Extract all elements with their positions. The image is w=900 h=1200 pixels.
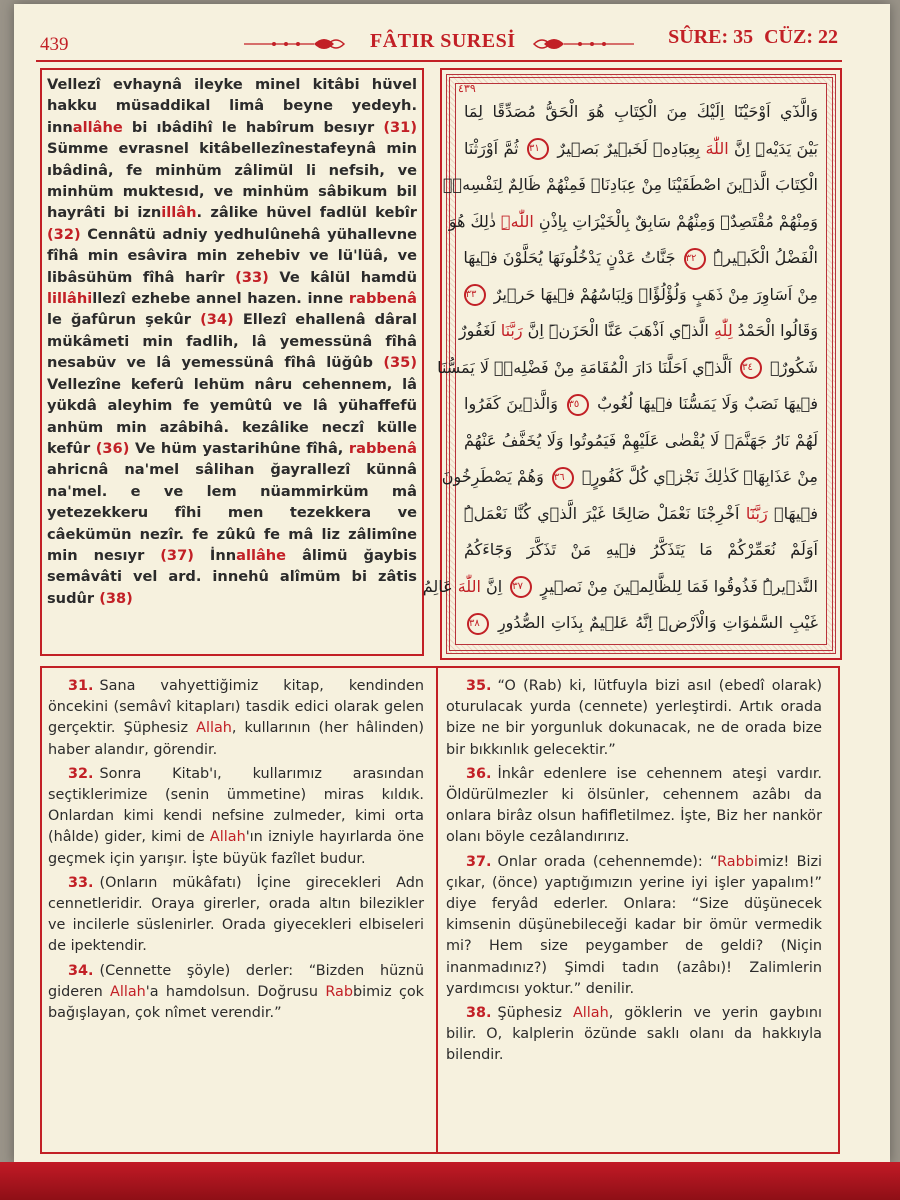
translation-text: (Cennette şöyle) derler: “Bizden hüznü gideren: [48, 962, 424, 1000]
transliteration-text: le ğafûrun şekûr: [47, 311, 201, 329]
ayah-marker: ٣٧: [510, 576, 532, 598]
page-header: [14, 4, 890, 64]
arabic-text: بَيْنَ يَدَيْهِۜ اِنَّ: [728, 138, 819, 158]
arabic-line: [464, 532, 818, 569]
translation-text: , göklerin ve yerin gaybını bilir. O, kalplerin özünde saklı olanı da hakkıyla bilendir.: [446, 1005, 822, 1064]
arabic-decorative-border: [422, 74, 836, 654]
header-rule: [36, 60, 842, 62]
arabic-text: بِعِبَادِه۪ لَخَب۪يرٌ بَص۪يرٌ: [551, 138, 706, 158]
divine-name-highlight: اللّٰهَ: [705, 138, 729, 158]
translation-text: İnkâr edenlere ise cehennem ateşi vardır. Öldürülmezler ki ölsünler, cehennem azâbı da onlara birâz olsun hafifletilmez. İşte, Biz her nankör olanı böyle cezâlandırırız.: [446, 765, 822, 846]
arabic-text: الْكِتَابَ الَّذ۪ينَ اصْطَفَيْنَا مِنْ عِبَادِنَاۚ فَمِنْهُمْ ظَالِمٌ لِنَفْسِه۪ۚ: [442, 175, 818, 194]
arabic-page-marker: ٤٣٩: [458, 83, 476, 95]
transliteration-text: İnn: [193, 546, 237, 564]
ayah-marker: ٣٢: [684, 248, 706, 270]
arabic-text: وَقَالُوا الْحَمْدُ: [732, 321, 818, 340]
arabic-text: النَّذ۪يرُۜ فَذُوقُوا فَمَا لِلظَّالِم۪ينَ مِنْ نَص۪يرٍ: [535, 576, 818, 596]
arabic-line: [464, 277, 818, 314]
sure-cuz-label: [662, 26, 838, 49]
divine-name-highlight: rabbenâ: [348, 439, 417, 457]
arabic-line: [464, 496, 818, 533]
transliteration-box: [40, 68, 424, 656]
transliteration-text: Cennâtü adniy yedhulûnehâ yühallevne fîhâ min esâvira min zehebiv ve lü'lüâ, ve libâsühüm fîhâ harîr: [47, 225, 417, 286]
verse-number: (37): [160, 546, 194, 564]
arabic-line: [448, 204, 818, 241]
arabic-text: اَخْرِجْنَا نَعْمَلْ صَالِحًا غَيْرَ الَّذ۪ي كُنَّا نَعْمَلُۜ: [464, 503, 746, 523]
translation-column-left: [48, 676, 424, 1027]
verse-number: (34): [200, 311, 234, 329]
translation-text: Sonra Kitab'ı, kullarımız arasından seçtiklerimize (senin ümmetine) miras kıldık. Onlardan kimi kendi nefsine zulmeder, kimi orta (hâlde) gider, kimi de: [48, 765, 424, 846]
divine-name-highlight: Allah: [209, 829, 246, 846]
header-ornament-left: [244, 34, 344, 54]
translation-text: Şüphesiz: [497, 1005, 573, 1022]
verse-number: (35): [383, 354, 417, 372]
transliteration-text: ahricnâ na'mel sâlihan ğayrallezî künnâ na'mel. e ve lem nüammirküm mâ yetezekkeru fîhi men tezekkera ve câekümün nezîr. fe zûkû fe mâ liz zâlimîne min nesıyr: [47, 461, 417, 564]
verse-number: 34.: [68, 962, 94, 979]
arabic-text: غَيْبِ السَّمٰوَاتِ وَالْاَرْضِۜ اِنَّهُ عَل۪يمٌ بِذَاتِ الصُّدُورِ: [492, 613, 818, 632]
translation-text: (Onların mükâfatı) İçine girecekleri Adn cennetleridir. Oraya girerler, orada altın bilezikler ve incilerle süslenirler. Orada giyecekleri elbiseleri de ipektendir.: [48, 874, 424, 955]
divine-name-highlight: illâh: [161, 204, 197, 222]
verse-number: (31): [383, 118, 417, 136]
arabic-text: الَّذ۪ٓي اَذْهَبَ عَنَّا الْحَزَنَۜ اِنَّ: [522, 321, 714, 340]
ayah-marker: ٣٣: [464, 284, 486, 306]
arabic-line: [442, 167, 818, 204]
transliteration-text: Sümme evrasnel kitâbellezînestafeynâ min ıbâdinâ, fe minhüm zâlimül li nefsih, ve minhüm muktesıd, ve minhüm sâbikum bil hayrâti bi izn: [47, 140, 417, 222]
arabic-text: لَهُمْ نَارُ جَهَنَّمَۚ لَا يُقْضٰى عَلَيْهِمْ فَيَمُوتُوا وَلَا يُخَفَّفُ عَنْهُمْ: [464, 430, 818, 450]
header-ornament-right: [534, 34, 634, 54]
arabic-text-area: [422, 83, 827, 645]
red-page-edge: [0, 1162, 900, 1200]
divine-name-highlight: allâhe: [72, 118, 123, 136]
translation-text: Sana vahyettiğimiz kitap, kendinden öncekini (semâvî kitapları) tasdik edici olarak gelen gerçektir. Şüphesiz: [48, 678, 424, 737]
divine-name-highlight: رَبَّنَٓا: [745, 503, 768, 523]
divine-name-highlight: Rabbi: [717, 853, 758, 870]
cuz-label: CÜZ: 22: [764, 26, 838, 48]
arabic-line: [464, 240, 818, 277]
verse-number: (38): [99, 589, 133, 607]
ayah-marker: ٣٦: [552, 467, 574, 489]
sure-label: SÛRE: 35: [668, 26, 754, 48]
verse-number: 35.: [466, 678, 492, 694]
translation-verse: [446, 764, 822, 849]
transliteration-text: bi ıbâdihî le habîrum besıyr: [122, 118, 384, 136]
verse-number: 38.: [466, 1005, 492, 1022]
verse-number: 33.: [68, 874, 94, 891]
divine-name-highlight: رَبَّنَا: [500, 321, 523, 340]
arabic-line: [464, 386, 818, 423]
arabic-text: اَلَّذ۪ٓي اَحَلَّنَا دَارَ الْمُقَامَةِ مِنْ فَضْلِه۪ۚ لَا يَمَسُّنَا: [437, 357, 738, 377]
book-page: [14, 4, 890, 1164]
arabic-line: [441, 459, 818, 496]
translation-verse: [446, 852, 822, 1000]
translation-verse: [48, 873, 424, 958]
divine-name-highlight: rabbenâ: [348, 290, 417, 308]
divine-name-highlight: اللّٰهَ: [457, 576, 481, 596]
ayah-marker: ٣٤: [740, 357, 762, 379]
translation-text: 'a hamdolsun. Doğrusu: [145, 983, 326, 1000]
verse-number: 37.: [466, 853, 492, 870]
arabic-text: اَوَلَمْ نُعَمِّرْكُمْ مَا يَتَذَكَّرُ ف۪يهِ مَنْ تَذَكَّرَ وَجَٓاءَكُمُ: [464, 540, 818, 559]
arabic-line: [464, 605, 818, 642]
arabic-line: [464, 131, 818, 168]
ayah-marker: ٣١: [527, 138, 549, 160]
translation-verse: [446, 676, 822, 761]
verse-number: 32.: [68, 765, 94, 782]
surah-title: FÂTIR SURESİ: [370, 30, 516, 52]
ayah-marker: ٣٥: [567, 394, 589, 416]
verse-number: 36.: [466, 765, 492, 782]
arabic-line: [464, 94, 818, 131]
divine-name-highlight: allâhe: [236, 546, 287, 564]
translation-box: [40, 666, 840, 1154]
transliteration-text: Ve hüm yastarihûne fîhâ,: [129, 439, 349, 457]
divine-name-highlight: Allah: [572, 1005, 609, 1022]
divine-name-highlight: Allah: [196, 720, 232, 737]
verse-number: 31.: [68, 678, 94, 694]
divine-name-highlight: Allah: [110, 983, 146, 1000]
arabic-text: ثُمَّ اَوْرَثْنَا: [464, 138, 524, 158]
translation-text: , kullarının (her hâlinden) haber alandır, görendir.: [48, 720, 425, 758]
transliteration-text: Ve kâlül hamdü: [268, 268, 417, 286]
divine-name-highlight: لِلّٰهِ: [713, 321, 733, 340]
translation-text: miz! Bizi çıkar, (önce) yaptığımızın yerine iyi işler yapalım!” diye feryâd ederler. Onlara: “Size düşünecek kimsenin düşünebileceği kadar bir ömür vermedik mi? Hem size peygamber de geldi? (Niçin inanmadınız?) Şimdi tadın (azâbı)! Zalimlerin yardımcısı yoktur.” denilir.: [446, 853, 823, 997]
arabic-text: الْفَضْلُ الْكَب۪يرُۜ: [708, 248, 818, 267]
arabic-text: مِنْ عَذَابِهَاۜ كَذٰلِكَ نَجْز۪ي كُلَّ كَفُورٍۚ: [576, 467, 818, 486]
translation-text: Onlar orada (cehennemde): “: [497, 853, 718, 870]
verse-number: (33): [235, 268, 269, 286]
verse-number: (32): [47, 225, 81, 243]
arabic-text: مِنْ اَسَاوِرَ مِنْ ذَهَبٍ وَلُؤْلُؤًاۚ وَلِبَاسُهُمْ ف۪يهَا حَر۪يرٌ: [488, 284, 818, 304]
transliteration-text: Vellezîne keferû lehüm nâru cehennem, lâ yükdâ aleyhim fe yemûtû ve lâ yühaffefü anhüm min azâbihâ. kezâlike neczî külle kefûr: [47, 375, 417, 457]
translation-text: “O (Rab) ki, lütfuyla bizi asıl (ebedî olarak) oturulacak yurda (cennete) yerleştirdi. Artık orada bize ne bir yorgunluk dokunacak, ne de orada bize bir bıkkınlık gelecektir.”: [446, 678, 822, 758]
arabic-text: وَهُمْ يَصْطَرِخُونَ: [441, 467, 549, 486]
arabic-line: [437, 350, 818, 387]
divine-name-highlight: Rab: [325, 983, 353, 1000]
translation-text: bimiz çok bağışlayan, çok nîmet verendir.”: [48, 983, 424, 1022]
arabic-text-box: [422, 68, 842, 660]
transliteration-text: Ellezî ehallenâ dâral mükâmeti min fadlih, lâ yemessünâ fîhâ nesabüv ve lâ yemessünâ fîhâ lüğûb: [47, 311, 418, 372]
transliteration-text: Vellezî evhaynâ ileyke minel kitâbi hüvel hakku müsaddikal limâ beyne yedeyh. inn: [47, 76, 417, 136]
arabic-text: شَكُورٌۙ: [765, 357, 818, 377]
arabic-text: لَغَفُورٌ: [458, 321, 501, 340]
arabic-line: [422, 569, 818, 606]
translation-verse: [446, 1003, 822, 1067]
arabic-text: وَالَّذٓي اَوْحَيْنَٓا اِلَيْكَ مِنَ الْكِتَابِ هُوَ الْحَقُّ مُصَدِّقًا لِمَا: [464, 102, 818, 121]
ayah-marker: ٣٨: [467, 613, 489, 635]
divine-name-highlight: اللّٰهِۜ: [501, 211, 534, 231]
arabic-text: ف۪يهَاۚ: [767, 503, 819, 523]
translation-column-right: [446, 676, 822, 1070]
arabic-text: اِنَّ: [480, 576, 508, 596]
transliteration-text: . zâlike hüvel fadlül kebîr: [196, 204, 417, 222]
verse-number: (36): [95, 439, 130, 457]
arabic-text: وَالَّذ۪ينَ كَفَرُوا: [464, 394, 564, 413]
transliteration-text: âlimü ğaybis semâvâti vel ard. innehû alîmüm bi zâtis sudûr: [47, 546, 417, 607]
divine-name-highlight: lillâhi: [47, 290, 93, 308]
arabic-line: [464, 423, 818, 460]
page-number: 439: [40, 34, 69, 55]
arabic-text: ف۪يهَا نَصَبٌ وَلَا يَمَسُّنَا ف۪يهَا لُغُوبٌ: [591, 394, 819, 413]
arabic-text: عَالِمُ: [422, 576, 458, 596]
translation-verse: [48, 764, 424, 870]
transliteration-text: llezî ezhebe annel hazen. inne: [92, 290, 349, 308]
translation-verse: [48, 961, 424, 1025]
translation-verse: [48, 676, 424, 761]
translation-text: 'ın izniyle hayırlarda öne geçmek için yarışır. İşte büyük fazîlet budur.: [48, 829, 425, 867]
arabic-text: جَنَّاتُ عَدْنٍ يَدْخُلُونَهَا يُحَلَّوْنَ ف۪يهَا: [463, 248, 681, 267]
arabic-line: [458, 313, 818, 350]
arabic-text: وَمِنْهُمْ مُقْتَصِدٌۚ وَمِنْهُمْ سَابِقٌ بِالْخَيْرَاتِ بِاِذْنِ: [533, 211, 818, 231]
column-divider: [436, 668, 438, 1152]
arabic-text: ذٰلِكَ هُوَ: [448, 211, 502, 231]
